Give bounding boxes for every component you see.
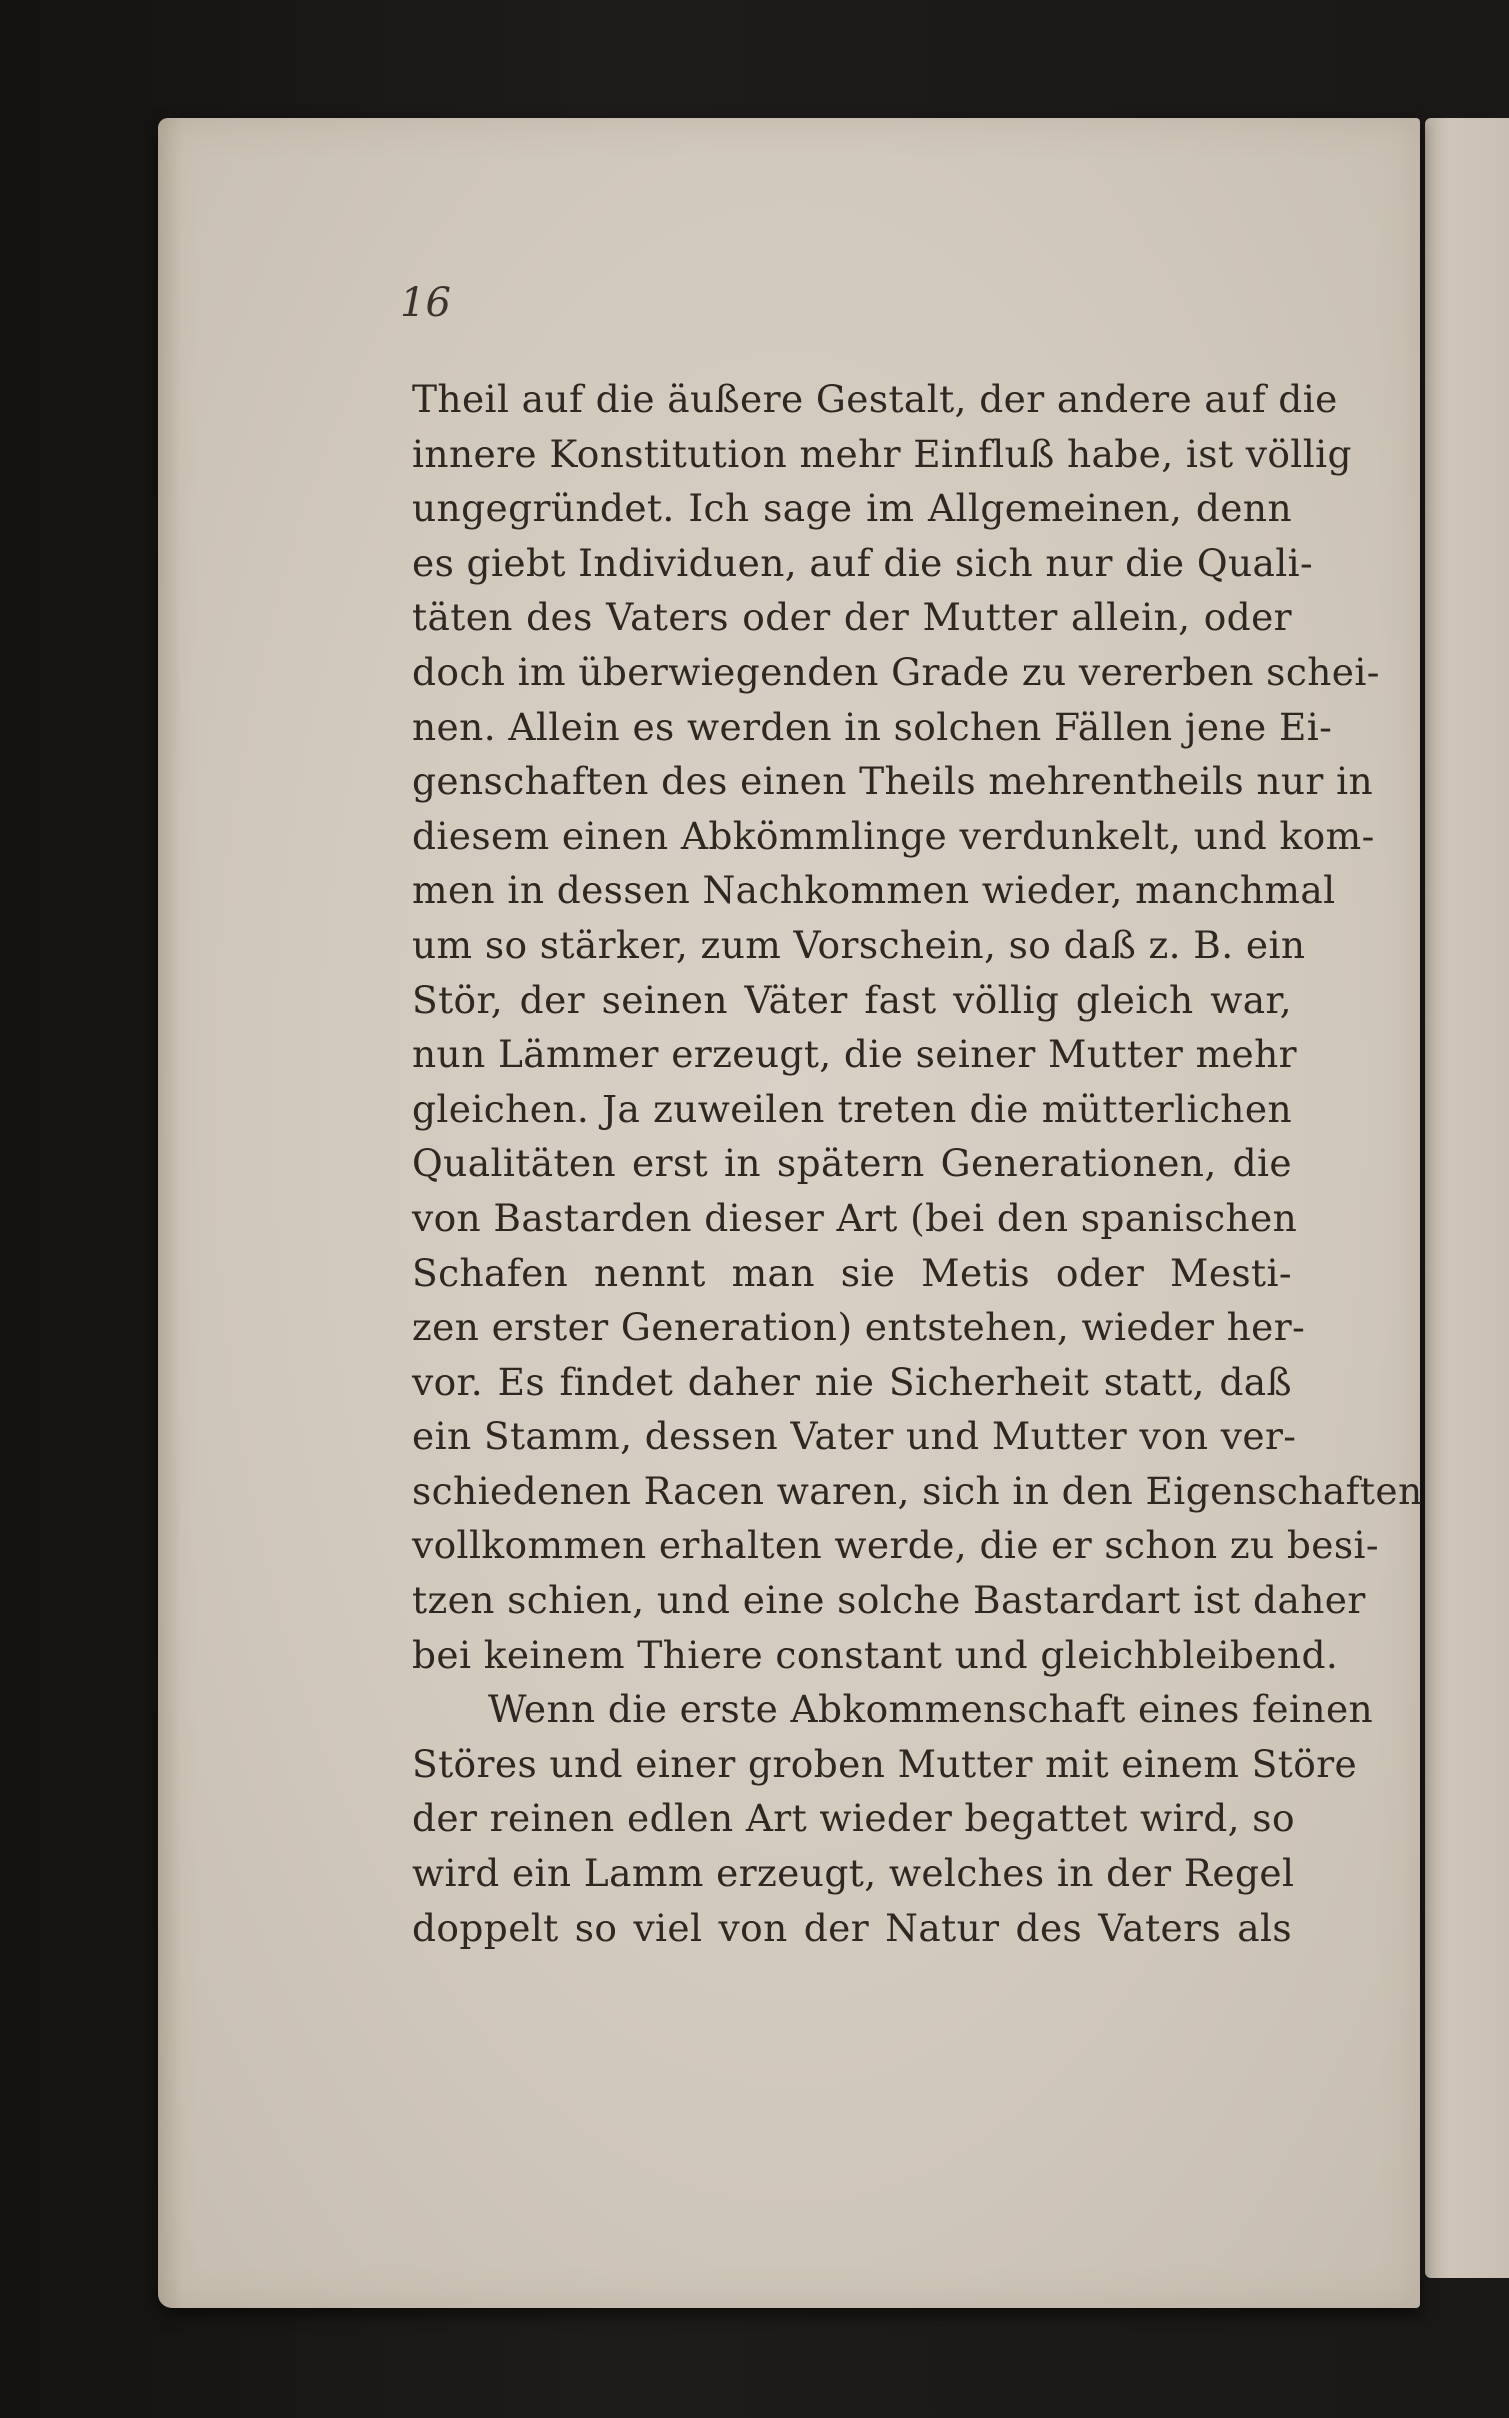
text-line: ein Stamm, dessen Vater und Mutter von ver-: [412, 1414, 1297, 1459]
text-line: zen erster Generation) entstehen, wieder her-: [412, 1305, 1306, 1350]
body-text: [412, 372, 1423, 1955]
text-line: genschaften des einen Theils mehrentheils nur in: [412, 759, 1374, 804]
text-line: vollkommen erhalten werde, die er schon zu besi-: [412, 1523, 1379, 1568]
text-line: bei keinem Thiere constant und gleichbleibend.: [412, 1632, 1339, 1677]
text-line: vor. Es findet daher nie Sicherheit statt, daß: [412, 1359, 1292, 1404]
next-page-edge: [1425, 118, 1509, 2278]
text-line: gleichen. Ja zuweilen treten die mütterlichen: [412, 1086, 1292, 1131]
text-line: doppelt so viel von der Natur des Vaters als: [412, 1905, 1292, 1950]
text-line: nun Lämmer erzeugt, die seiner Mutter mehr: [412, 1032, 1298, 1077]
text-line: Schafen nennt man sie Metis oder Mesti-: [412, 1250, 1292, 1295]
text-line: wird ein Lamm erzeugt, welches in der Regel: [412, 1851, 1295, 1896]
text-line: Theil auf die äußere Gestalt, der andere auf die: [412, 377, 1338, 421]
text-line: von Bastarden dieser Art (bei den spanischen: [412, 1195, 1298, 1240]
text-line: innere Konstitution mehr Einfluß habe, ist völlig: [412, 431, 1352, 476]
text-line: doch im überwiegenden Grade zu vererben schei-: [412, 649, 1380, 694]
text-line: der reinen edlen Art wieder begattet wird, so: [412, 1796, 1295, 1841]
text-line: nen. Allein es werden in solchen Fällen jene Ei-: [412, 704, 1333, 749]
text-line: diesem einen Abkömmlinge verdunkelt, und kom-: [412, 813, 1375, 858]
page-gutter-shadow: [158, 118, 182, 2308]
text-line: ungegründet. Ich sage im Allgemeinen, denn: [412, 486, 1292, 531]
page-number: 16: [400, 280, 451, 326]
text-line: um so stärker, zum Vorschein, so daß z. B. ein: [412, 922, 1306, 967]
text-line: schiedenen Racen waren, sich in den Eigenschaften: [412, 1468, 1423, 1513]
text-line: Störes und einer groben Mutter mit einem Störe: [412, 1741, 1358, 1786]
text-line: Stör, der seinen Väter fast völlig gleich war,: [412, 977, 1292, 1022]
text-line: tzen schien, und eine solche Bastardart ist daher: [412, 1578, 1366, 1623]
text-line: Wenn die erste Abkommenschaft eines feinen: [488, 1687, 1374, 1732]
text-line: es giebt Individuen, auf die sich nur die Quali-: [412, 540, 1314, 585]
text-line: täten des Vaters oder der Mutter allein, oder: [412, 595, 1292, 640]
text-line: men in dessen Nachkommen wieder, manchmal: [412, 868, 1336, 913]
text-line: Qualitäten erst in spätern Generationen, die: [412, 1141, 1292, 1186]
